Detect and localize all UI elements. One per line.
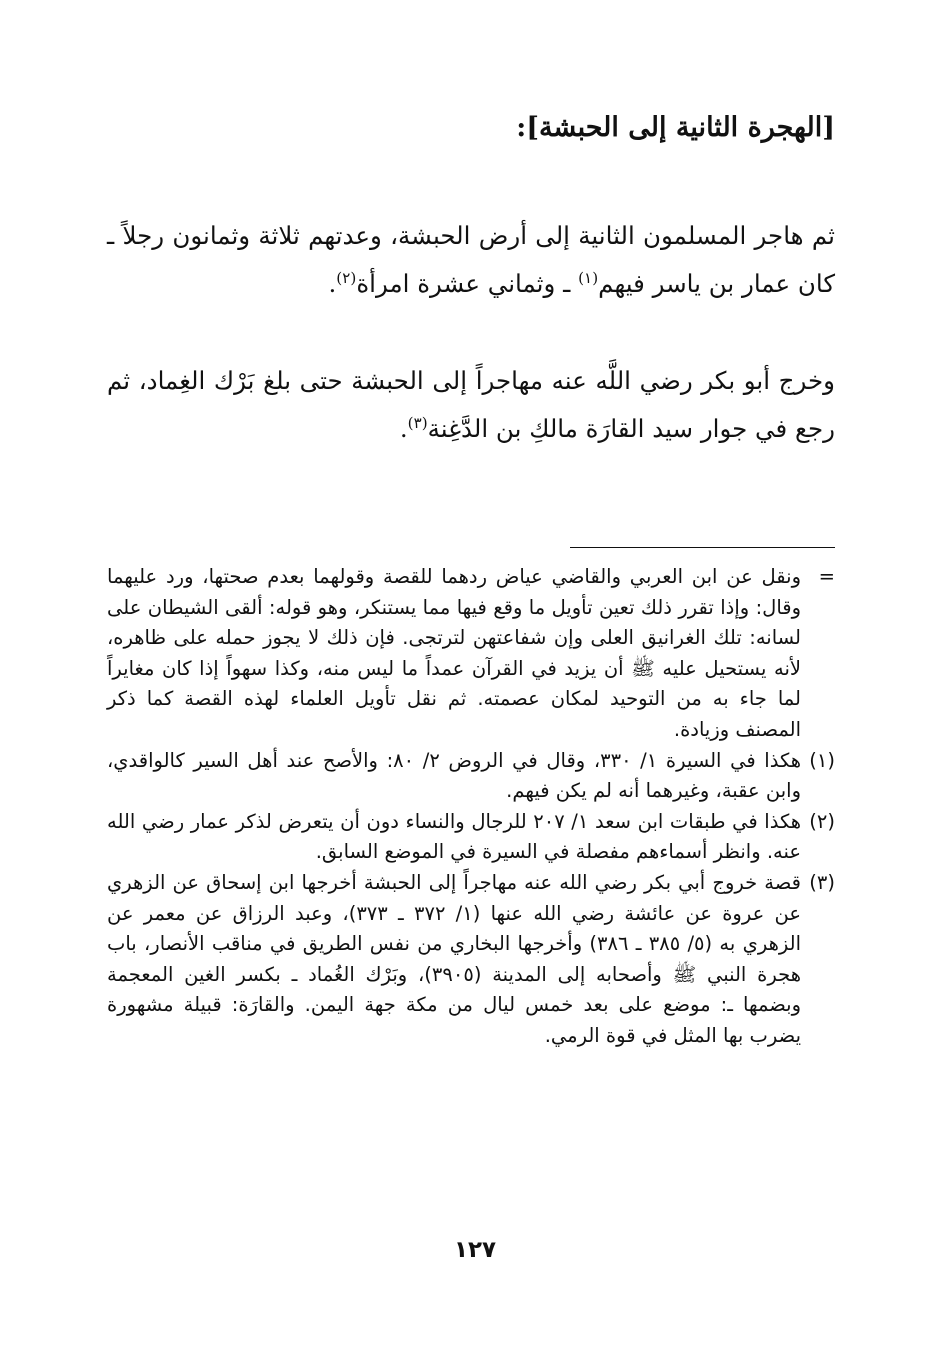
footnote-marker: (٢): [809, 809, 835, 833]
paragraph-2-text-b: .: [399, 414, 408, 443]
footnote-1: [107, 746, 835, 807]
footnote-separator: [570, 547, 835, 548]
paragraph-2-text-a: وخرج أبو بكر رضي اللَّه عنه مهاجراً إلى الحبشة حتى بلغ بَرْك الغِماد، ثم رجع في جوار سيد القارَة مالكِ بن الدَّغِنة: [107, 366, 835, 443]
section-heading: [الهجرة الثانية إلى الحبشة]:: [516, 112, 835, 143]
footnote-continued: [107, 562, 835, 746]
footnote-text: هكذا في السيرة ١/ ٣٣٠، وقال في الروض ٢/ ٨٠: والأصح عند أهل السير كالواقدي، وابن عقبة، وغيرهما أنه لم يكن فيهم.: [107, 748, 801, 803]
footnote-marker: =: [818, 565, 835, 588]
footnote-2: [107, 807, 835, 868]
paragraph-2: [107, 357, 835, 453]
footnote-marker: (٣): [809, 870, 835, 894]
paragraph-1-text-b: ـ وثماني عشرة امرأة: [356, 269, 579, 298]
footnote-text: هكذا في طبقات ابن سعد ١/ ٢٠٧ للرجال والنساء دون أن يتعرض لذكر عمار رضي الله عنه. وانظر أسماءهم مفصلة في السيرة في الموضع السابق.: [107, 809, 801, 864]
footnote-text: ونقل عن ابن العربي والقاضي عياض ردهما للقصة وقولهما بعدم صحتها، ورد عليهما وقال: وإذا تقرر ذلك تعين تأويل ما وقع فيها مما يستنكر، وهو قوله: ألقى الشيطان على لسانه: تلك الغرانيق العلى وإن شفاعتهن لترتجى. فإن ذلك لا يجوز حمله على ظاهره، لأنه يستحيل عليه ﷺ أن يزيد في القرآن عمداً ما ليس منه، وكذا سهواً إذا كان مغايراً لما جاء به من التوحيد لمكان عصمته. ثم نقل تأويل العلماء لهذه القصة كما ذكر المصنف وزيادة.: [107, 565, 801, 741]
paragraph-1: [107, 212, 835, 308]
footnote-marker: (١): [809, 748, 835, 772]
footnotes: [107, 562, 835, 1052]
page-number: ١٢٧: [453, 1237, 497, 1263]
footnote-text: قصة خروج أبي بكر رضي الله عنه مهاجراً إلى الحبشة أخرجها ابن إسحاق عن الزهري عن عروة عن عائشة رضي الله عنها (١/ ٣٧٢ ـ ٣٧٣)، وعبد الرزاق عن معمر عن الزهري به (٥/ ٣٨٥ ـ ٣٨٦) وأخرجها البخاري من نفس الطريق في مناقب الأنصار، باب هجرة النبي ﷺ وأصحابه إلى المدينة (٣٩٠٥)، وبَرْك الغُماد ـ بكسر الغين المعجمة وبضمها ـ: موضع على بعد خمس ليال من مكة جهة اليمن. والقارَة: قبيلة مشهورة يضرب بها المثل في قوة الرمي.: [107, 870, 801, 1047]
paragraph-1-text-a: ثم هاجر المسلمون الثانية إلى أرض الحبشة، وعدتهم ثلاثة وثمانون رجلاً ـ كان عمار بن ياسر فيهم: [107, 221, 835, 298]
footnote-ref-2: (٢): [336, 268, 357, 287]
footnote-ref-1: (١): [578, 268, 599, 287]
footnote-3: [107, 868, 835, 1052]
footnote-ref-3: (٣): [407, 413, 428, 432]
paragraph-1-text-c: .: [328, 269, 337, 298]
